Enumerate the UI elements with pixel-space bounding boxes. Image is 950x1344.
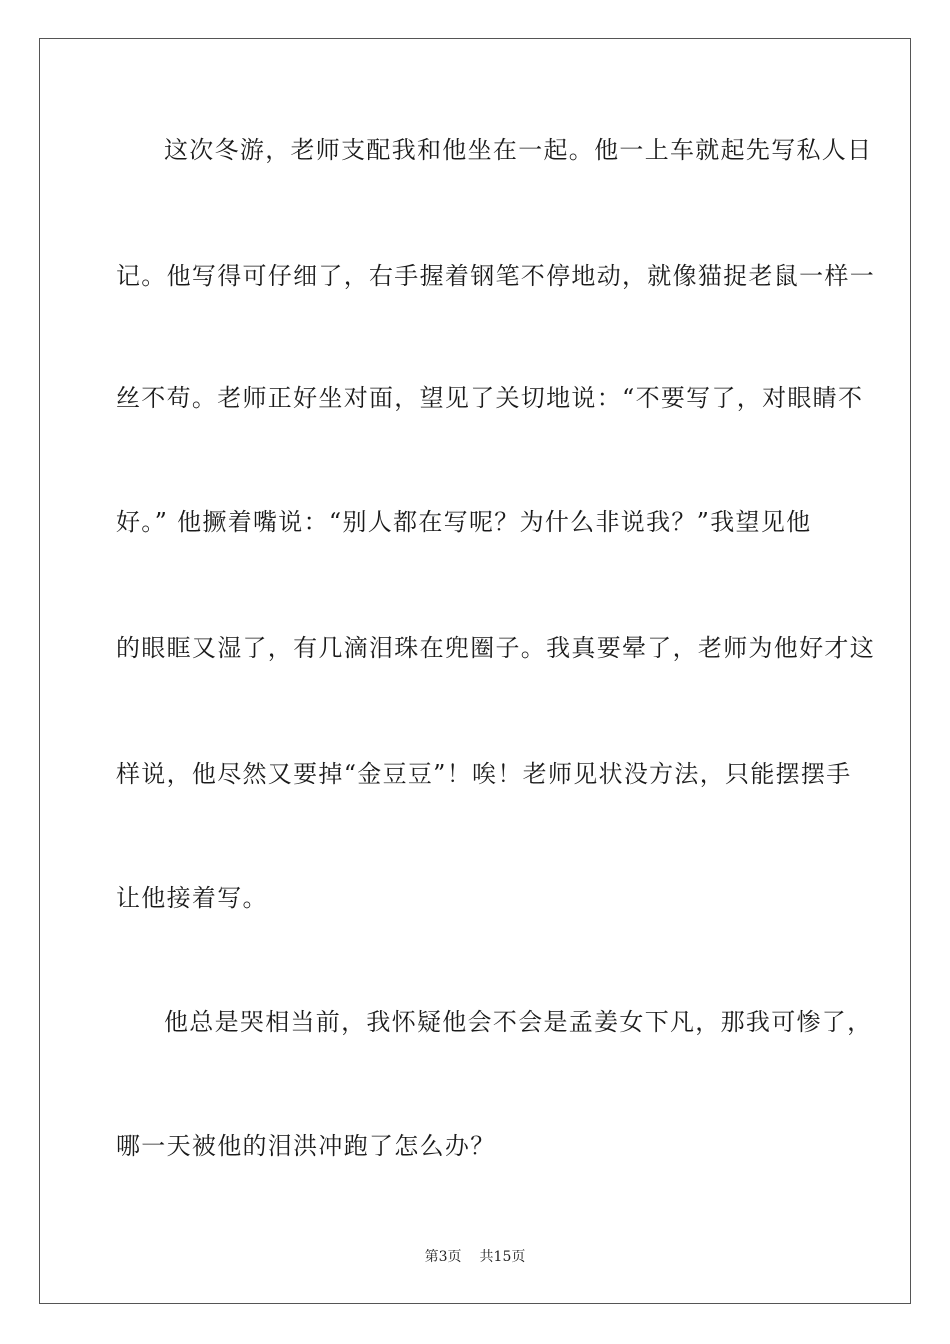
paragraph-2-line-2: 哪一天被他的泪洪冲跑了怎么办？: [116, 1132, 496, 1160]
paragraph-1-line-2: 记。他写得可仔细了，右手握着钢笔不停地动，就像猫捉老鼠一样一: [116, 262, 875, 290]
page-number: 第3页: [424, 1249, 462, 1265]
page-footer: [0, 1248, 950, 1266]
paragraph-1-line-4: 好。” 他撅着嘴说：“别人都在写呢？为什么非说我？”我望见他: [116, 508, 812, 536]
page-total: 共15页: [479, 1249, 526, 1265]
paragraph-1-line-5: 的眼眶又湿了，有几滴泪珠在兜圈子。我真要晕了，老师为他好才这: [116, 634, 875, 662]
paragraph-1-line-6: 样说，他尽然又要掉“金豆豆”！唉！老师见状没方法，只能摆摆手: [116, 760, 852, 788]
paragraph-2-line-1: 他总是哭相当前，我怀疑他会不会是孟姜女下凡，那我可惨了，: [164, 1008, 873, 1036]
paragraph-1-line-3: 丝不苟。老师正好坐对面，望见了关切地说：“不要写了，对眼睛不: [116, 384, 864, 412]
page-border: [39, 38, 911, 1304]
paragraph-1-line-7: 让他接着写。: [116, 884, 268, 912]
paragraph-1-line-1: 这次冬游，老师支配我和他坐在一起。他一上车就起先写私人日: [164, 136, 873, 164]
